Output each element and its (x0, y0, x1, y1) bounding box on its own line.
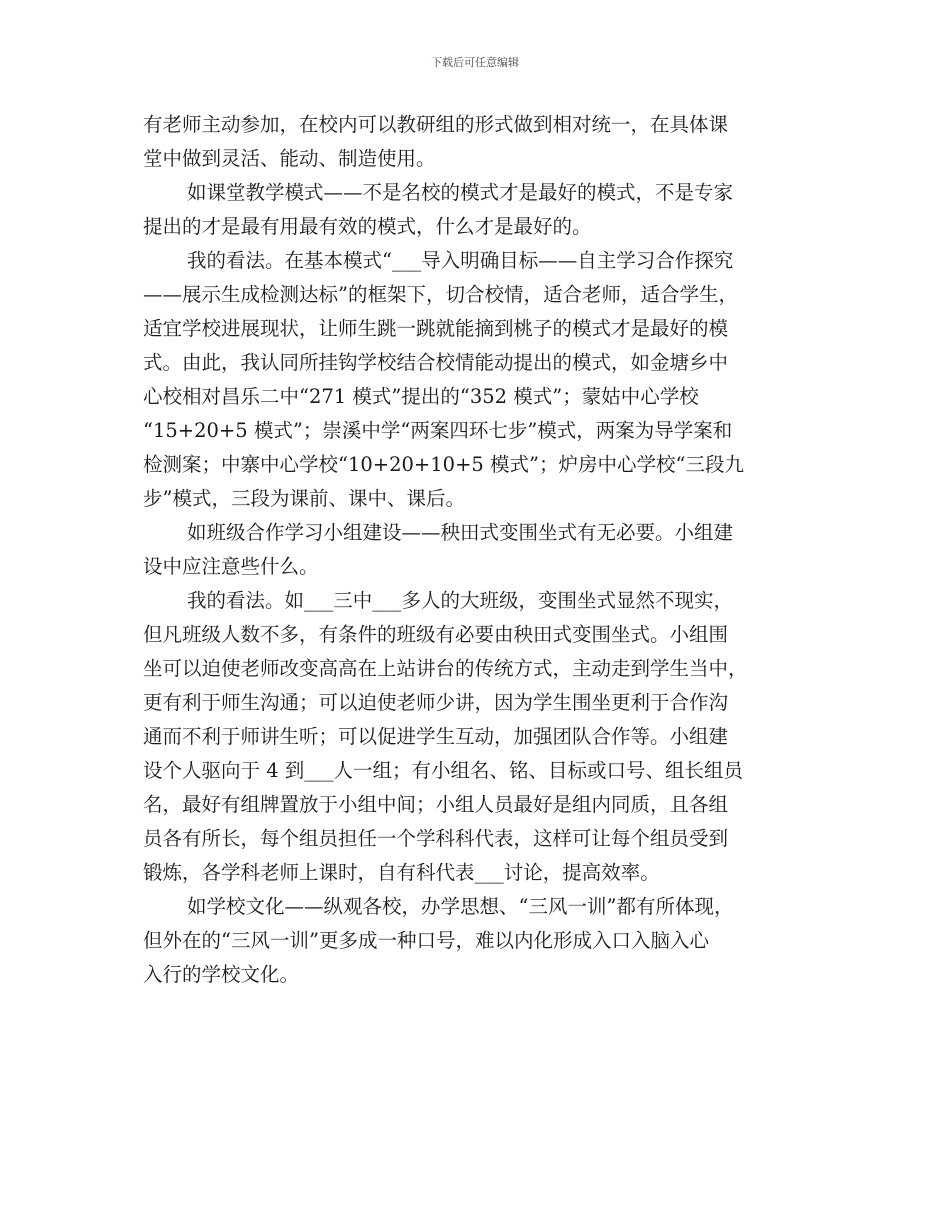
text-line: 堂中做到灵活、能动、制造使用。 (143, 147, 436, 170)
text-line: 入行的学校文化。 (143, 963, 300, 986)
text-line: 心校相对昌乐二中“271 模式”提出的“352 模式”；蒙姑中心学校 (143, 385, 699, 408)
text-line: 如班级合作学习小组建设——秧田式变围坐式有无必要。小组建 (187, 521, 734, 544)
text-line: 适宜学校进展现状，让师生跳一跳就能摘到桃子的模式才是最好的模 (143, 317, 729, 340)
text-line: 我的看法。如___三中___多人的大班级，变围坐式显然不现实， (187, 589, 734, 612)
text-line: ——展示生成检测达标”的框架下，切合校情，适合老师，适合学生， (143, 283, 738, 306)
text-line: 设中应注意些什么。 (143, 555, 319, 578)
text-line: 名，最好有组牌置放于小组中间；小组人员最好是组内同质，且各组 (143, 793, 729, 816)
text-line: 我的看法。在基本模式“___导入明确目标——自主学习合作探究 (187, 249, 734, 272)
text-line: 更有利于师生沟通；可以迫使老师少讲，因为学生围坐更利于合作沟 (143, 691, 729, 714)
document-body (143, 108, 815, 992)
text-line: 通而不利于师讲生听；可以促进学生互动，加强团队合作等。小组建 (143, 725, 729, 748)
text-line: 但凡班级人数不多，有条件的班级有必要由秧田式变围坐式。小组围 (143, 623, 729, 646)
text-line: 但外在的“三风一训”更多成一种口号，难以内化形成入口入脑入心 (143, 929, 709, 952)
text-line: 如课堂教学模式——不是名校的模式才是最好的模式，不是专家 (187, 181, 734, 204)
text-line: 设个人驱向于 4 到___人一组；有小组名、铭、目标或口号、组长组员 (143, 759, 744, 782)
text-line: 员各有所长，每个组员担任一个学科科代表，这样可让每个组员受到 (143, 827, 729, 850)
text-line: 有老师主动参加，在校内可以教研组的形式做到相对统一，在具体课 (143, 113, 729, 136)
page-header-note: 下载后可任意编辑 (431, 56, 519, 69)
text-line: 锻炼，各学科老师上课时，自有科代表___讨论，提高效率。 (143, 861, 660, 884)
text-line: 步”模式，三段为课前、课中、课后。 (143, 487, 465, 510)
text-line: 坐可以迫使老师改变高高在上站讲台的传统方式，主动走到学生当中， (143, 657, 748, 680)
text-line: 检测案；中寨中心学校“10+20+10+5 模式”；炉房中心学校“三段九 (143, 453, 744, 476)
text-line: “15+20+5 模式”；崇溪中学“两案四环七步”模式，两案为导学案和 (143, 419, 733, 442)
text-line: 如学校文化——纵观各校，办学思想、“三风一训”都有所体现， (187, 895, 734, 918)
text-line: 提出的才是最有用最有效的模式，什么才是最好的。 (143, 215, 592, 238)
text-line: 式。由此，我认同所挂钩学校结合校情能动提出的模式，如金塘乡中 (143, 351, 729, 374)
